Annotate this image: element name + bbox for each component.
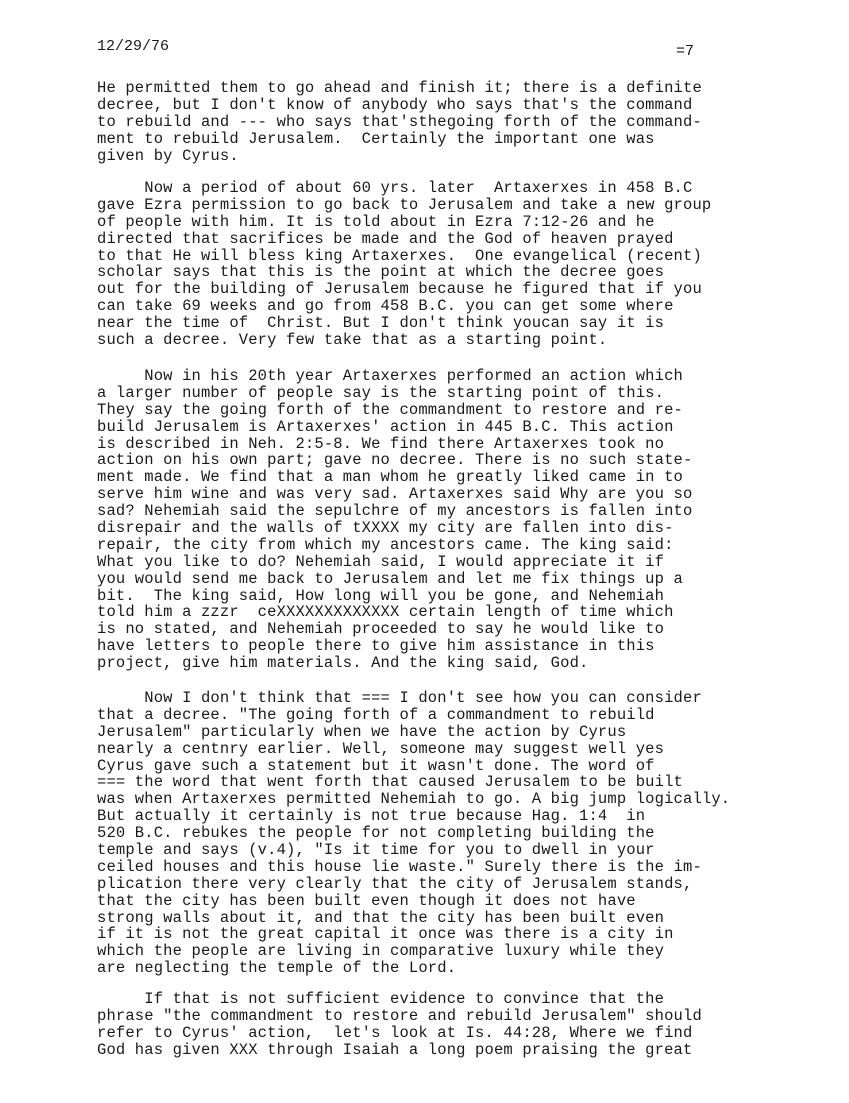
- text-line: ment to rebuild Jerusalem. Certainly the important one was: [97, 129, 655, 148]
- paragraph-1: [97, 80, 797, 164]
- text-line: to that He will bless king Artaxerxes. One evangelical (recent): [97, 246, 702, 265]
- text-line: bit. The king said, How long will you be gone, and Nehemiah: [97, 586, 665, 605]
- text-line: was when Artaxerxes permitted Nehemiah to go. A big jump logically.: [97, 790, 731, 809]
- text-line: Now a period of about 60 yrs. later Artaxerxes in 458 B.C: [97, 179, 693, 197]
- text-line: if it is not the great capital it once was there is a city in: [97, 925, 674, 944]
- text-line: you would send me back to Jerusalem and let me fix things up a: [97, 569, 683, 588]
- text-line: What you like to do? Nehemiah said, I would appreciate it if: [97, 552, 665, 571]
- text-line: directed that sacrifices be made and the God of heaven prayed: [97, 229, 674, 248]
- text-line: such a decree. Very few take that as a starting point.: [97, 331, 608, 350]
- text-line: But actually it certainly is not true because Hag. 1:4 in: [97, 807, 646, 826]
- text-line: to rebuild and --- who says that'sthegoing forth of the command-: [97, 112, 702, 131]
- paragraph-2: [97, 180, 797, 349]
- text-line: are neglecting the temple of the Lord.: [97, 959, 457, 978]
- text-line: They say the going forth of the commandment to restore and re-: [97, 400, 683, 419]
- page-date: 12/29/76: [97, 38, 170, 55]
- text-line: repair, the city from which my ancestors came. The king said:: [97, 535, 674, 554]
- text-line: strong walls about it, and that the city has been built even: [97, 908, 665, 927]
- text-line: near the time of Christ. But I don't think youcan say it is: [97, 314, 665, 333]
- text-line: If that is not sufficient evidence to convince that the: [97, 990, 665, 1008]
- text-line: which the people are living in comparative luxury while they: [97, 942, 665, 961]
- text-line: is described in Neh. 2:5-8. We find there Artaxerxes took no: [97, 434, 665, 453]
- text-line: a larger number of people say is the starting point of this.: [97, 383, 665, 402]
- text-line: serve him wine and was very sad. Artaxerxes said Why are you so: [97, 485, 693, 504]
- text-line: can take 69 weeks and go from 458 B.C. you can get some where: [97, 297, 674, 316]
- text-line: Cyrus gave such a statement but it wasn't done. The word of: [97, 756, 655, 775]
- text-line: action on his own part; gave no decree. There is no such state-: [97, 451, 693, 470]
- paragraph-4: [97, 690, 797, 977]
- text-line: told him a zzzr ceXXXXXXXXXXXXX certain length of time which: [97, 603, 674, 622]
- text-line: plication there very clearly that the city of Jerusalem stands,: [97, 874, 693, 893]
- text-line: that a decree. "The going forth of a commandment to rebuild: [97, 705, 655, 724]
- text-line: have letters to people there to give him assistance in this: [97, 637, 655, 656]
- text-line: God has given XXX through Isaiah a long poem praising the great: [97, 1040, 693, 1059]
- paragraph-5: [97, 991, 797, 1059]
- text-line: temple and says (v.4), "Is it time for you to dwell in your: [97, 841, 655, 860]
- text-line: gave Ezra permission to go back to Jerusalem and take a new group: [97, 195, 712, 214]
- text-line: project, give him materials. And the king said, God.: [97, 654, 589, 673]
- text-line: Now I don't think that === I don't see how you can consider: [97, 689, 702, 707]
- text-line: build Jerusalem is Artaxerxes' action in 445 B.C. This action: [97, 417, 674, 436]
- text-line: refer to Cyrus' action, let's look at Is. 44:28, Where we find: [97, 1023, 693, 1042]
- paragraph-3: [97, 368, 797, 672]
- text-line: sad? Nehemiah said the sepulchre of my ancestors is fallen into: [97, 502, 693, 521]
- text-line: given by Cyrus.: [97, 146, 239, 165]
- text-line: ment made. We find that a man whom he greatly liked came in to: [97, 468, 683, 487]
- text-line: that the city has been built even though it does not have: [97, 891, 636, 910]
- text-line: He permitted them to go ahead and finish it; there is a definite: [97, 79, 702, 97]
- text-line: is no stated, and Nehemiah proceeded to say he would like to: [97, 620, 665, 639]
- text-line: Now in his 20th year Artaxerxes performed an action which: [97, 367, 683, 385]
- page-number: =7: [676, 43, 695, 60]
- text-line: Jerusalem" particularly when we have the action by Cyrus: [97, 722, 627, 741]
- text-line: out for the building of Jerusalem because he figured that if you: [97, 280, 702, 299]
- text-line: phrase "the commandment to restore and rebuild Jerusalem" should: [97, 1006, 702, 1025]
- text-line: disrepair and the walls of tXXXX my city are fallen into dis-: [97, 519, 674, 538]
- text-line: nearly a centnry earlier. Well, someone may suggest well yes: [97, 739, 665, 758]
- text-line: of people with him. It is told about in Ezra 7:12-26 and he: [97, 212, 655, 231]
- text-line: ceiled houses and this house lie waste." Surely there is the im-: [97, 857, 702, 876]
- text-line: decree, but I don't know of anybody who says that's the command: [97, 95, 693, 114]
- text-line: 520 B.C. rebukes the people for not completing building the: [97, 824, 655, 843]
- text-line: === the word that went forth that caused Jerusalem to be built: [97, 773, 683, 792]
- text-line: scholar says that this is the point at which the decree goes: [97, 263, 665, 282]
